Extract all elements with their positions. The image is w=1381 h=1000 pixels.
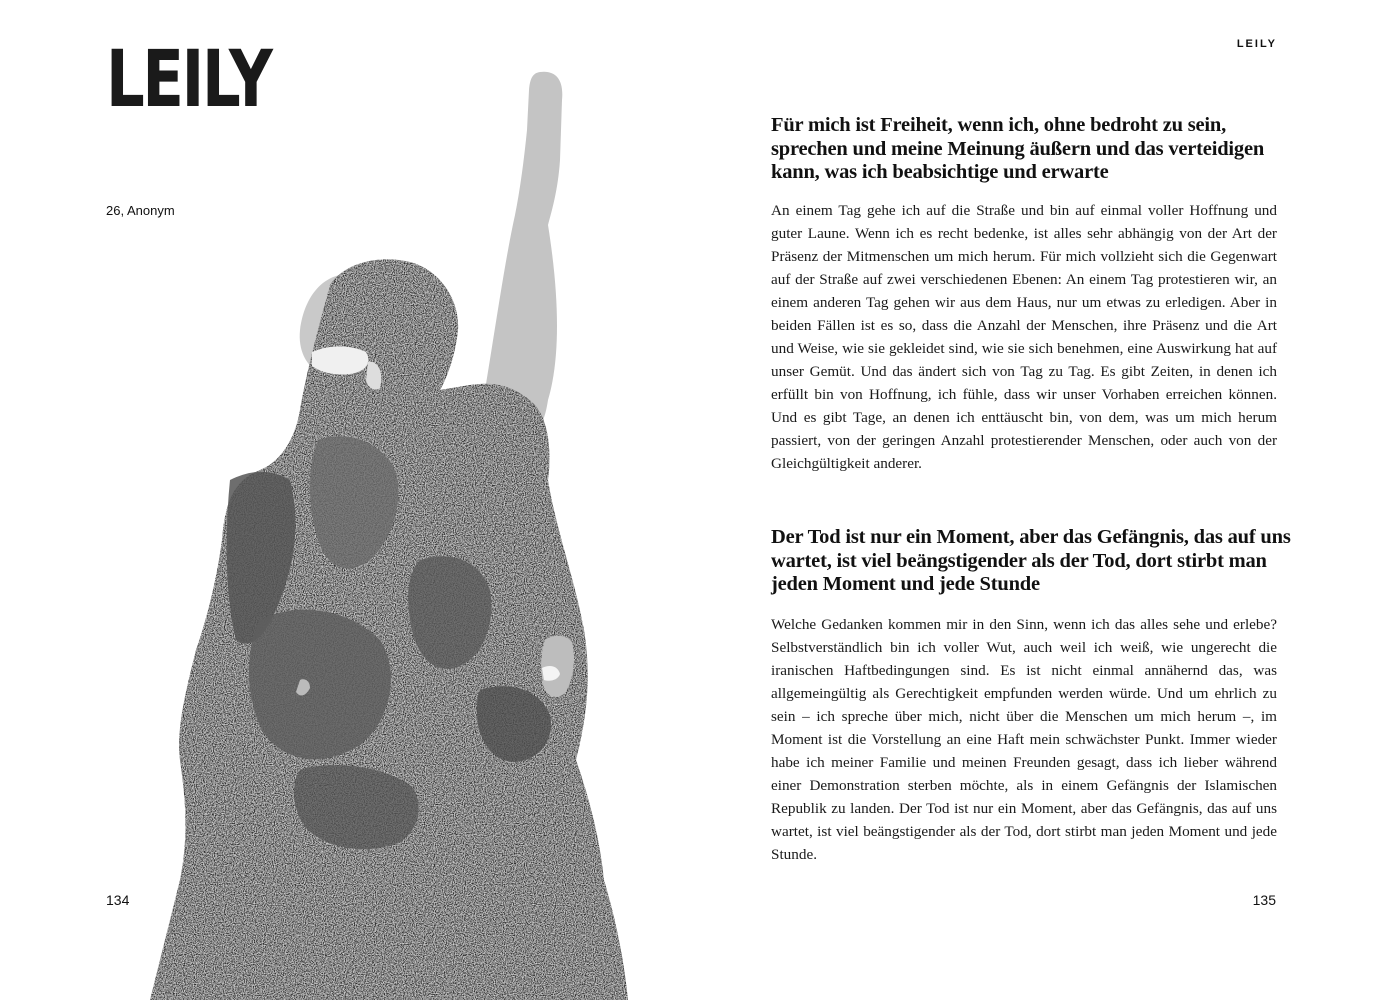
page-number-left: 134 [106, 892, 130, 908]
protester-silhouette-illustration [0, 0, 690, 1000]
figure-body-shape [150, 259, 628, 1000]
body-paragraph-1: An einem Tag gehe ich auf die Straße und bin auf einmal voller Hoffnung und guter Laune. Wenn ich es recht bedenke, ist alles sehr abhängig von der Art der Präsenz der Mitmenschen um mich herum. Für mich vollzieht sich die Gegenwart auf der Straße auf zwei verschiedenen Ebenen: An einem Tag protestieren wir, an einem anderen Tag gehen wir aus dem Haus, nur um etwas zu erledigen. Aber in beiden Fällen ist es so, dass die Anzahl der Menschen, ihre Präsenz und die Art und Weise, wie sie gekleidet sind, wie sie sich benehmen, eine Auswirkung hat auf unser Gemüt. Und das ändert sich von Tag zu Tag. Es gibt Zeiten, in denen ich erfüllt bin von Hoffnung, ich fühle, dass wir unser Vorhaben erreichen können. Und es gibt Tage, an denen ich enttäuscht bin, von dem, was um mich herum passiert, von der geringen Anzahl protestierender Menschen, oder auch von der Gleichgültigkeit anderer. [771, 202, 1277, 472]
chapter-title: LEILY [106, 35, 271, 125]
right-page [690, 0, 1381, 1000]
pull-quote-heading-2: Der Tod ist nur ein Moment, aber das Gefängnis, das auf uns wartet, ist viel beängstigender als der Tod, dort stirbt man jeden Moment und jede Stunde [771, 526, 1291, 595]
person-age-and-name: 26, Anonym [106, 203, 175, 218]
pull-quote-heading-1: Für mich ist Freiheit, wenn ich, ohne bedroht zu sein, sprechen und meine Meinung äußern und das verteidigen kann, was ich beabsichtige und erwarte [771, 114, 1265, 183]
left-page [0, 0, 690, 1000]
running-header: LEILY [1236, 38, 1277, 50]
body-paragraph-2: Welche Gedanken kommen mir in den Sinn, wenn ich das alles sehe und erlebe? Selbstverständlich bin ich voller Wut, auch weil ich weiß, wie ungerecht die iranischen Haftbedingungen sind. Es ist nicht einmal annähernd das, was allgemeingültig als Gerechtigkeit empfunden werden würde. Und um ehrlich zu sein – ich spreche über mich, nicht über die Menschen um mich herum –, im Moment ist die Vorstellung an eine Haft mein schwächster Punkt. Immer wieder habe ich meiner Familie und meinen Freunden gesagt, dass ich lieber während einer Demonstration sterben möchte, als in einem Gefängnis der Islamischen Republik zu landen. Der Tod ist nur ein Moment, aber das Gefängnis, das auf uns wartet, ist viel beängstigender als der Tod, dort stirbt man jeden Moment und jede Stunde. [771, 616, 1277, 863]
page-number-right: 135 [1252, 892, 1276, 908]
